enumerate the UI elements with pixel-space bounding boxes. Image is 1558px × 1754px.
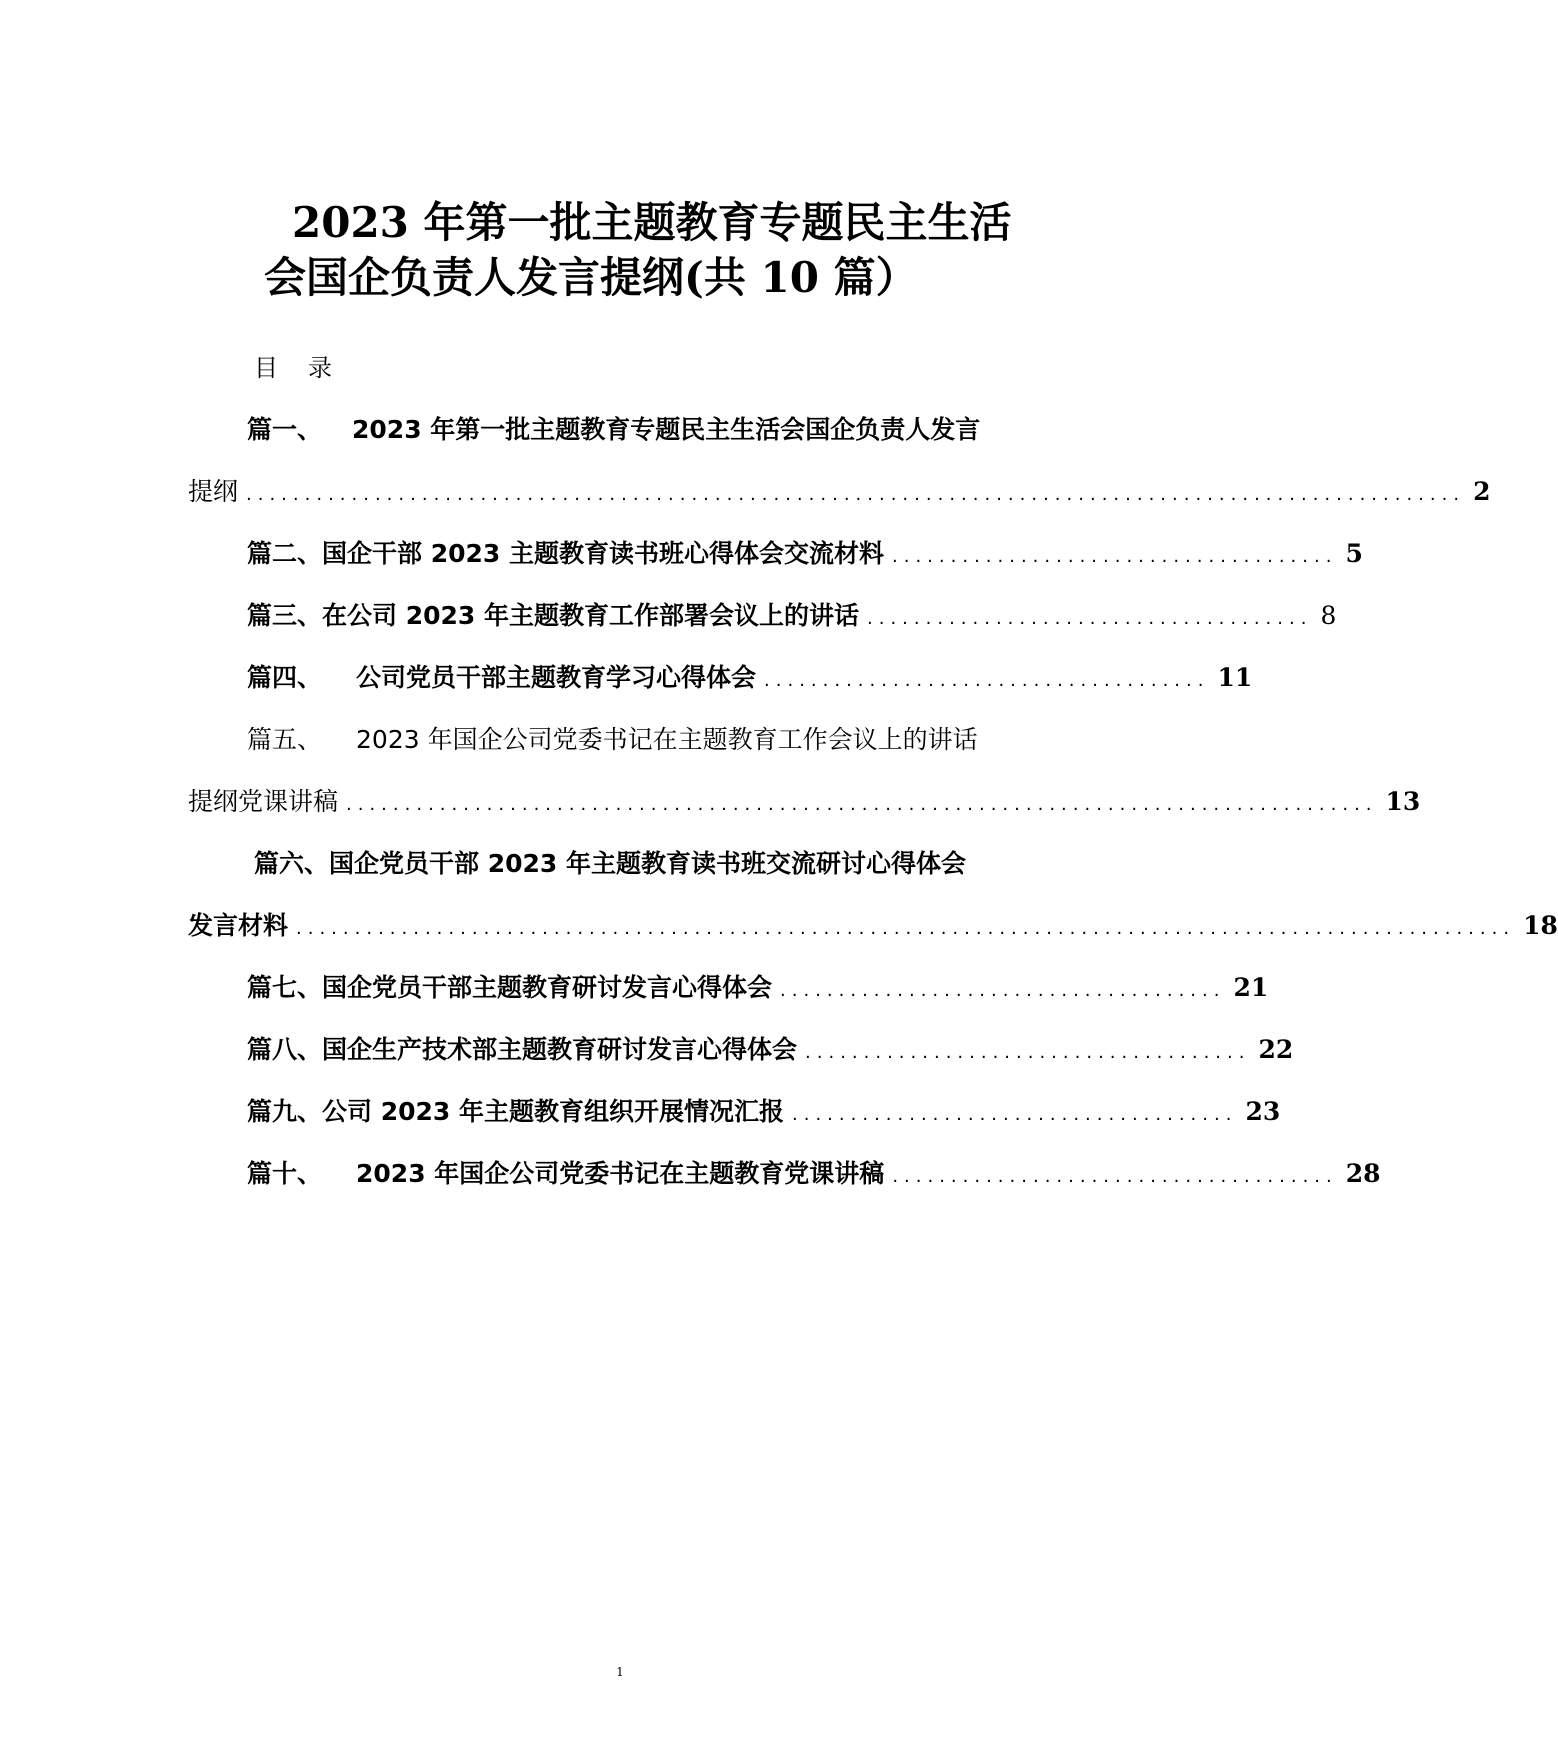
toc-entry-label: 篇四、 bbox=[247, 663, 323, 692]
toc-entry-10[interactable] bbox=[247, 1154, 1381, 1190]
toc-entry-label: 篇八、 bbox=[247, 1035, 323, 1064]
toc-entry-page: 8 bbox=[1320, 601, 1337, 630]
toc-entry-label: 篇七、 bbox=[247, 973, 323, 1002]
toc-entry-4[interactable] bbox=[247, 658, 1253, 694]
toc-entry-title: 国企生产技术部主题教育研讨发言心得体会 bbox=[322, 1035, 798, 1064]
toc-entry-label: 篇六、 bbox=[254, 849, 330, 878]
toc-entry-label: 篇九、 bbox=[247, 1097, 323, 1126]
toc-entry-page: 11 bbox=[1217, 663, 1253, 692]
toc-entry-6-line-2[interactable] bbox=[188, 906, 1558, 942]
toc-heading: 目录 bbox=[254, 354, 362, 382]
document-title-line-2: 会国企负责人发言提纲(共 10 篇） bbox=[264, 253, 918, 302]
toc-entry-title-cont: 发言材料 bbox=[188, 911, 289, 940]
toc-entry-9[interactable] bbox=[247, 1092, 1281, 1128]
toc-entry-6-line-1[interactable] bbox=[254, 844, 1044, 880]
toc-entry-label: 篇二、 bbox=[247, 539, 323, 568]
toc-entry-page: 21 bbox=[1233, 973, 1269, 1002]
toc-entry-title: 2023 年国企公司党委书记在主题教育工作会议上的讲话 bbox=[356, 725, 978, 754]
toc-entry-title: 公司 2023 年主题教育组织开展情况汇报 bbox=[322, 1097, 785, 1126]
toc-entry-1-line-1[interactable] bbox=[247, 410, 1037, 446]
toc-entry-page: 18 bbox=[1523, 911, 1558, 940]
toc-leader-dots: ........................................................................................................ bbox=[246, 484, 1466, 505]
toc-entry-title: 国企党员干部 2023 年主题教育读书班交流研讨心得体会 bbox=[329, 849, 967, 878]
toc-leader-dots: ...................................... bbox=[892, 1166, 1338, 1187]
page-number: 1 bbox=[616, 1665, 624, 1679]
toc-entry-title: 国企干部 2023 主题教育读书班心得体会交流材料 bbox=[322, 539, 885, 568]
toc-entry-label: 篇五、 bbox=[247, 725, 323, 754]
toc-entry-title: 2023 年国企公司党委书记在主题教育党课讲稿 bbox=[356, 1159, 885, 1188]
document-title-line-1: 2023 年第一批主题教育专题民主生活 bbox=[292, 198, 1012, 247]
toc-entry-page: 23 bbox=[1245, 1097, 1281, 1126]
toc-entry-8[interactable] bbox=[247, 1030, 1294, 1066]
toc-entry-page: 5 bbox=[1345, 539, 1363, 568]
toc-entry-3[interactable] bbox=[247, 596, 1337, 632]
toc-entry-title: 2023 年第一批主题教育专题民主生活会国企负责人发言 bbox=[352, 415, 981, 444]
toc-entry-title: 公司党员干部主题教育学习心得体会 bbox=[356, 663, 757, 692]
toc-leader-dots: ...................................... bbox=[780, 980, 1226, 1001]
toc-entry-page: 28 bbox=[1345, 1159, 1381, 1188]
toc-leader-dots: ...................................... bbox=[867, 608, 1313, 629]
toc-leader-dots: ...................................... bbox=[764, 670, 1210, 691]
toc-entry-title-cont: 提纲党课讲稿 bbox=[188, 787, 339, 816]
toc-entry-1-line-2[interactable] bbox=[188, 472, 1491, 508]
toc-entry-2[interactable] bbox=[247, 534, 1363, 570]
toc-entry-title-cont: 提纲 bbox=[188, 477, 239, 506]
toc-entry-page: 22 bbox=[1258, 1035, 1294, 1064]
toc-entry-5-line-1[interactable] bbox=[247, 720, 1037, 756]
toc-leader-dots: ...................................... bbox=[792, 1104, 1238, 1125]
toc-leader-dots: ........................................................................................................ bbox=[296, 918, 1516, 939]
toc-entry-7[interactable] bbox=[247, 968, 1269, 1004]
toc-entry-page: 13 bbox=[1385, 787, 1421, 816]
toc-entry-page: 2 bbox=[1473, 477, 1491, 506]
toc-entry-label: 篇一、 bbox=[247, 415, 323, 444]
toc-leader-dots: ...................................... bbox=[805, 1042, 1251, 1063]
toc-entry-title: 在公司 2023 年主题教育工作部署会议上的讲话 bbox=[322, 601, 860, 630]
toc-leader-dots: ...................................... bbox=[892, 546, 1338, 567]
toc-entry-label: 篇三、 bbox=[247, 601, 323, 630]
toc-leader-dots: ........................................................................................ bbox=[346, 794, 1378, 815]
toc-entry-5-line-2[interactable] bbox=[188, 782, 1421, 818]
toc-entry-title: 国企党员干部主题教育研讨发言心得体会 bbox=[322, 973, 773, 1002]
toc-entry-label: 篇十、 bbox=[247, 1159, 323, 1188]
